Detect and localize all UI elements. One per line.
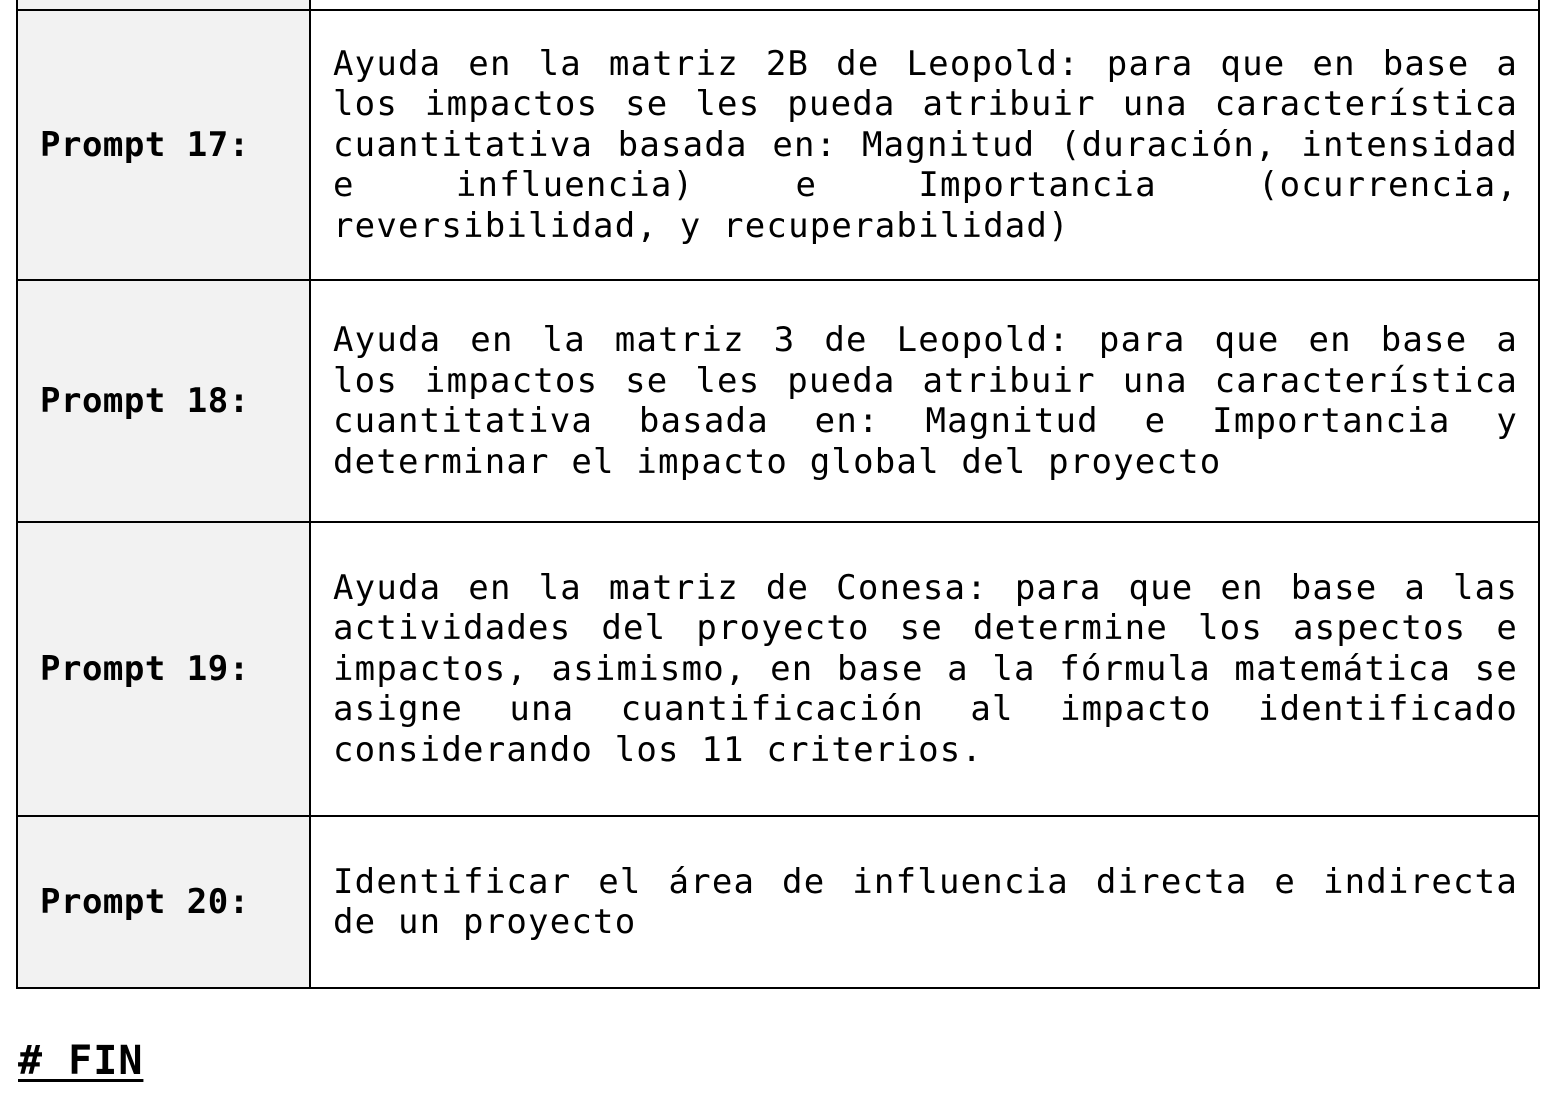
table-row	[17, 522, 1539, 816]
table-row	[17, 280, 1539, 522]
table-row	[17, 816, 1539, 988]
text-cell-previous-edge	[310, 0, 1539, 10]
prompt-label: Prompt 18:	[17, 280, 310, 522]
prompt-label: Prompt 17:	[17, 10, 310, 280]
prompt-text: Ayuda en la matriz 3 de Leopold: para que en base a los impactos se les pueda atribuir una característica cuantitativa basada en: Magnitud e Importancia y determinar el impacto global del proyecto	[310, 280, 1539, 522]
prompt-label: Prompt 20:	[17, 816, 310, 988]
table-row-previous-edge	[17, 0, 1539, 10]
prompt-table	[16, 0, 1540, 989]
prompt-text: Ayuda en la matriz de Conesa: para que en base a las actividades del proyecto se determine los aspectos e impactos, asimismo, en base a la fórmula matemática se asigne una cuantificación al impacto identificado considerando los 11 criterios.	[310, 522, 1539, 816]
label-cell-previous-edge	[17, 0, 310, 10]
table-row	[17, 10, 1539, 280]
fin-heading: # FIN	[18, 1038, 144, 1084]
prompt-label: Prompt 19:	[17, 522, 310, 816]
prompt-text: Identificar el área de influencia directa e indirecta de un proyecto	[310, 816, 1539, 988]
prompt-text: Ayuda en la matriz 2B de Leopold: para que en base a los impactos se les pueda atribuir una característica cuantitativa basada en: Magnitud (duración, intensidad e influencia) e Importancia (ocurrencia, reversibilidad, y recuperabilidad)	[310, 10, 1539, 280]
